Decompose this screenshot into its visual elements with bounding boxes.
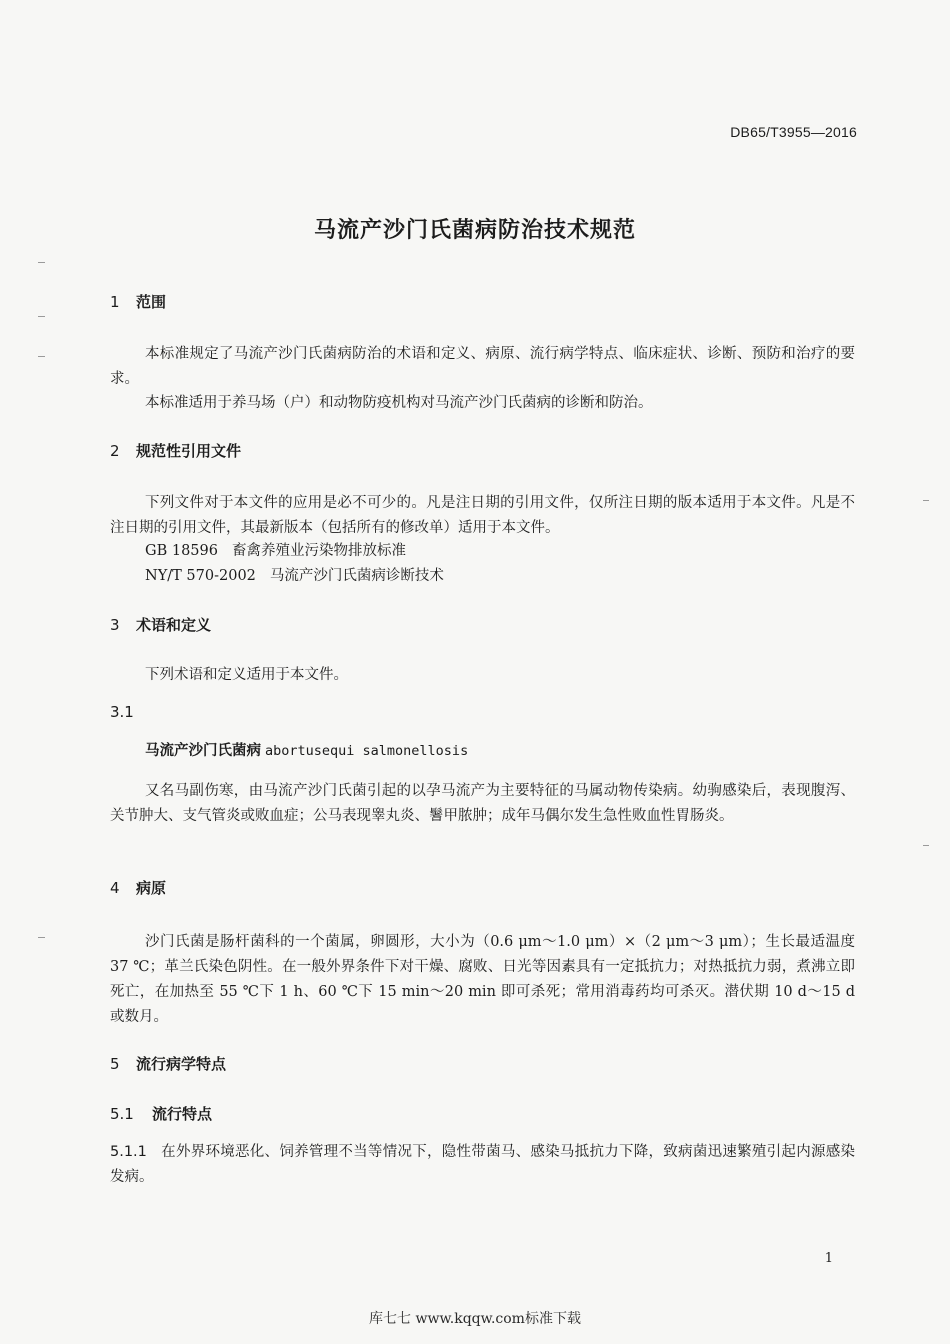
reference-name: 畜禽养殖业污染物排放标准 xyxy=(231,543,406,559)
section-number: 1 xyxy=(110,293,120,311)
term-chinese: 马流产沙门氏菌病 xyxy=(145,743,261,759)
page-title: 马流产沙门氏菌病防治技术规范 xyxy=(313,218,636,243)
section-number: 5 xyxy=(110,1055,120,1073)
term-entry xyxy=(145,739,468,760)
section-heading-1 xyxy=(110,291,166,312)
clause-text: 在外界环境恶化、饲养管理不当等情况下，隐性带菌马、感染马抵抗力下降，致病菌迅速繁殖引起内源感染发病。 xyxy=(110,1144,855,1185)
section-title: 规范性引用文件 xyxy=(136,442,242,460)
clause-number: 5.1.1 xyxy=(110,1144,147,1160)
scan-mark xyxy=(38,316,45,317)
scan-mark xyxy=(38,356,45,357)
scan-mark xyxy=(923,845,929,846)
standard-code: DB65/T3955—2016 xyxy=(730,124,857,140)
section-number: 2 xyxy=(110,442,120,460)
clause-paragraph xyxy=(110,1140,855,1190)
paragraph: 本标准适用于养马场（户）和动物防疫机构对马流产沙门氏菌病的诊断和防治。 xyxy=(145,395,653,411)
scan-mark xyxy=(38,937,45,938)
reference-item xyxy=(145,564,444,589)
subsection-heading xyxy=(110,1103,212,1124)
section-heading-4 xyxy=(110,877,166,898)
paragraph: 下列术语和定义适用于本文件。 xyxy=(145,667,348,683)
section-title: 流行病学特点 xyxy=(136,1055,227,1073)
paragraph: 沙门氏菌是肠杆菌科的一个菌属，卵圆形，大小为（0.6 μm～1.0 μm）×（2 μm～3 μm）；生长最适温度 37 ℃；革兰氏染色阴性。在一般外界条件下对干燥、腐败、日光等因素具有一定抵抗力；对热抵抗力弱，煮沸立即死亡，在加热至 55 ℃下 1 h、60 ℃下 15 min～20 min 即可杀死；常用消毒药均可杀灭。潜伏期 10 d～15 d 或数月。 xyxy=(110,934,855,1025)
reference-code: NY/T 570-2002 xyxy=(145,568,256,584)
section-heading-3 xyxy=(110,614,211,635)
section-title: 范围 xyxy=(136,293,167,311)
subsection-title: 流行特点 xyxy=(152,1105,213,1123)
section-title: 病原 xyxy=(136,879,167,897)
section-heading-5 xyxy=(110,1053,226,1074)
subsection-number: 5.1 xyxy=(110,1105,134,1123)
term-english: abortusequi salmonellosis xyxy=(265,743,469,759)
section-title: 术语和定义 xyxy=(136,616,212,634)
reference-item xyxy=(145,539,406,564)
scan-mark xyxy=(923,500,929,501)
footer-watermark: 库七七 www.kqqw.com标准下载 xyxy=(369,1311,581,1327)
paragraph: 本标准规定了马流产沙门氏菌病防治的术语和定义、病原、流行病学特点、临床症状、诊断、预防和治疗的要求。 xyxy=(110,346,855,387)
section-number: 3 xyxy=(110,616,120,634)
section-number: 4 xyxy=(110,879,120,897)
paragraph: 下列文件对于本文件的应用是必不可少的。凡是注日期的引用文件，仅所注日期的版本适用于本文件。凡是不注日期的引用文件，其最新版本（包括所有的修改单）适用于本文件。 xyxy=(110,495,855,536)
subsection-number: 3.1 xyxy=(110,703,134,721)
section-heading-2 xyxy=(110,440,241,461)
reference-code: GB 18596 xyxy=(145,543,218,559)
scan-mark xyxy=(38,262,45,263)
reference-name: 马流产沙门氏菌病诊断技术 xyxy=(269,568,444,584)
definition-paragraph: 又名马副伤寒，由马流产沙门氏菌引起的以孕马流产为主要特征的马属动物传染病。幼驹感染后，表现腹泻、关节肿大、支气管炎或败血症；公马表现睾丸炎、鬐甲脓肿；成年马偶尔发生急性败血性胃肠炎。 xyxy=(110,783,855,824)
page-number: 1 xyxy=(824,1251,833,1266)
